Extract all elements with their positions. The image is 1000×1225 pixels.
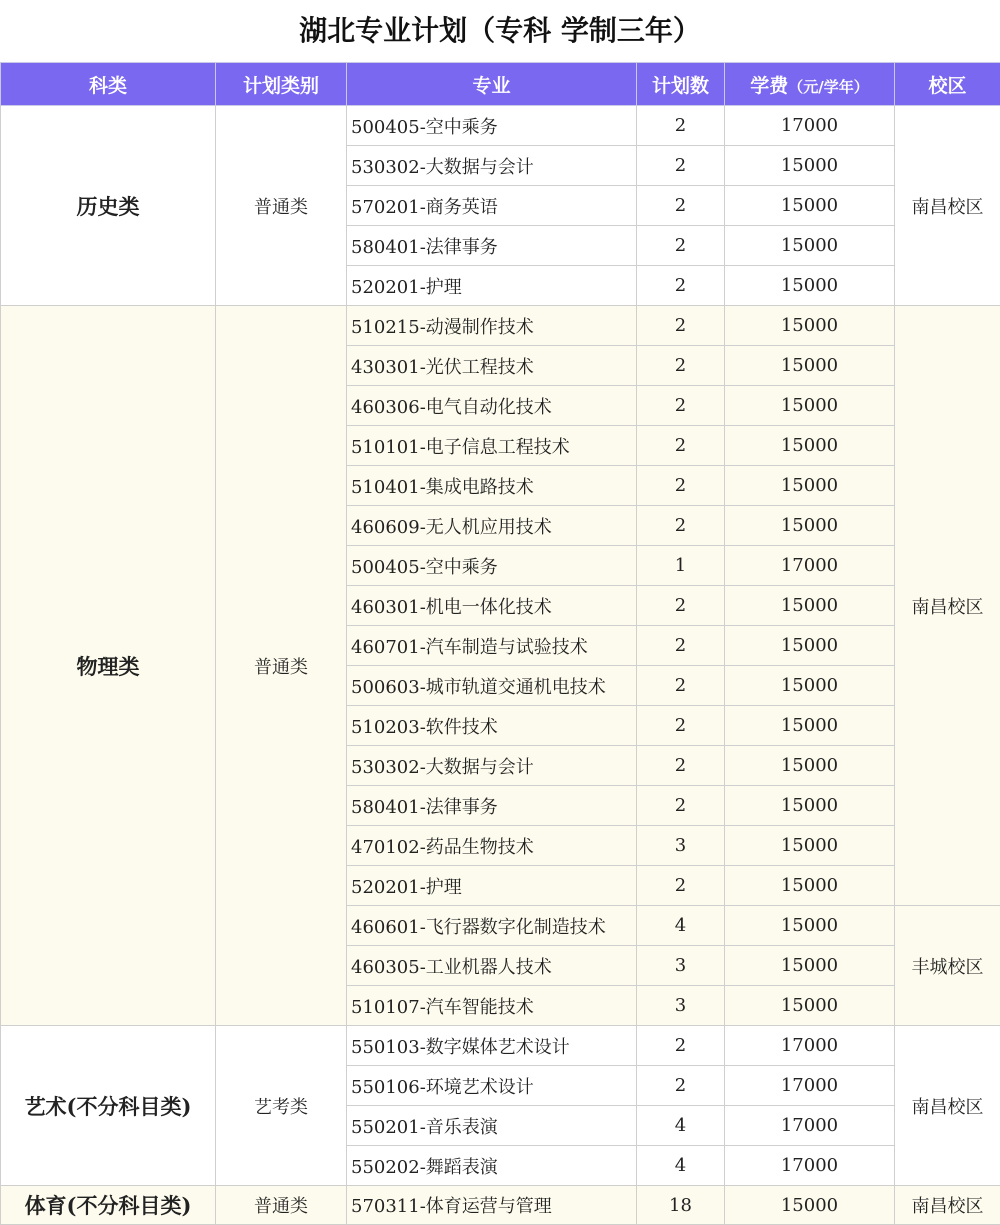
plan-type-cell: 普通类: [216, 1186, 347, 1225]
fee-cell: 15000: [725, 786, 895, 826]
fee-cell: 15000: [725, 946, 895, 986]
major-cell: 510101-电子信息工程技术: [347, 426, 637, 466]
header-fee: [725, 63, 895, 106]
count-cell: 2: [637, 746, 725, 786]
count-cell: 2: [637, 186, 725, 226]
subject-cell: 物理类: [1, 306, 216, 1026]
count-cell: 2: [637, 266, 725, 306]
table-row: [1, 306, 1000, 346]
header-fee-unit: （元/学年）: [788, 77, 869, 96]
header-major: 专业: [347, 63, 637, 106]
count-cell: 2: [637, 786, 725, 826]
fee-cell: 15000: [725, 226, 895, 266]
count-cell: 2: [637, 146, 725, 186]
fee-cell: 17000: [725, 1026, 895, 1066]
count-cell: 2: [637, 666, 725, 706]
count-cell: 4: [637, 906, 725, 946]
count-cell: 2: [637, 586, 725, 626]
fee-cell: 15000: [725, 386, 895, 426]
table-row: [1, 1186, 1000, 1225]
fee-cell: 15000: [725, 586, 895, 626]
major-cell: 460301-机电一体化技术: [347, 586, 637, 626]
major-cell: 460609-无人机应用技术: [347, 506, 637, 546]
major-cell: 510215-动漫制作技术: [347, 306, 637, 346]
major-cell: 500603-城市轨道交通机电技术: [347, 666, 637, 706]
count-cell: 2: [637, 1066, 725, 1106]
fee-cell: 15000: [725, 866, 895, 906]
fee-cell: 15000: [725, 146, 895, 186]
count-cell: 1: [637, 546, 725, 586]
campus-cell: 南昌校区: [895, 306, 1000, 906]
fee-cell: 15000: [725, 186, 895, 226]
fee-cell: 15000: [725, 306, 895, 346]
count-cell: 3: [637, 946, 725, 986]
major-cell: 550103-数字媒体艺术设计: [347, 1026, 637, 1066]
major-cell: 550202-舞蹈表演: [347, 1146, 637, 1186]
major-cell: 570201-商务英语: [347, 186, 637, 226]
count-cell: 2: [637, 626, 725, 666]
subject-cell: 历史类: [1, 106, 216, 306]
fee-cell: 15000: [725, 266, 895, 306]
fee-cell: 15000: [725, 506, 895, 546]
header-plan-type: 计划类别: [216, 63, 347, 106]
count-cell: 2: [637, 306, 725, 346]
major-cell: 550201-音乐表演: [347, 1106, 637, 1146]
major-cell: 520201-护理: [347, 266, 637, 306]
fee-cell: 17000: [725, 1146, 895, 1186]
table-row: [1, 1026, 1000, 1066]
campus-cell: 丰城校区: [895, 906, 1000, 1026]
major-cell: 510107-汽车智能技术: [347, 986, 637, 1026]
fee-cell: 15000: [725, 826, 895, 866]
major-cell: 460305-工业机器人技术: [347, 946, 637, 986]
count-cell: 2: [637, 346, 725, 386]
fee-cell: 17000: [725, 106, 895, 146]
header-campus: 校区: [895, 63, 1000, 106]
major-cell: 580401-法律事务: [347, 786, 637, 826]
fee-cell: 17000: [725, 1106, 895, 1146]
fee-cell: 15000: [725, 1186, 895, 1225]
major-cell: 530302-大数据与会计: [347, 146, 637, 186]
count-cell: 2: [637, 506, 725, 546]
page-title: 湖北专业计划（专科 学制三年）: [299, 14, 701, 47]
plan-type-cell: 艺考类: [216, 1026, 347, 1186]
count-cell: 2: [637, 1026, 725, 1066]
major-cell: 550106-环境艺术设计: [347, 1066, 637, 1106]
major-cell: 570311-体育运营与管理: [347, 1186, 637, 1225]
count-cell: 2: [637, 386, 725, 426]
count-cell: 2: [637, 106, 725, 146]
table-header-row: [1, 63, 1000, 106]
header-fee-label: 学费: [750, 74, 789, 97]
count-cell: 3: [637, 986, 725, 1026]
count-cell: 2: [637, 466, 725, 506]
fee-cell: 15000: [725, 626, 895, 666]
count-cell: 2: [637, 226, 725, 266]
fee-cell: 15000: [725, 706, 895, 746]
fee-cell: 15000: [725, 986, 895, 1026]
fee-cell: 15000: [725, 466, 895, 506]
subject-cell: 艺术(不分科目类): [1, 1026, 216, 1186]
campus-cell: 南昌校区: [895, 106, 1000, 306]
fee-cell: 15000: [725, 666, 895, 706]
fee-cell: 15000: [725, 746, 895, 786]
count-cell: 4: [637, 1146, 725, 1186]
major-cell: 500405-空中乘务: [347, 546, 637, 586]
count-cell: 3: [637, 826, 725, 866]
enrollment-plan-table: [0, 62, 1000, 1225]
fee-cell: 15000: [725, 906, 895, 946]
count-cell: 2: [637, 866, 725, 906]
major-cell: 510401-集成电路技术: [347, 466, 637, 506]
major-cell: 470102-药品生物技术: [347, 826, 637, 866]
major-cell: 500405-空中乘务: [347, 106, 637, 146]
campus-cell: 南昌校区: [895, 1186, 1000, 1225]
fee-cell: 17000: [725, 1066, 895, 1106]
table-row: [1, 106, 1000, 146]
major-cell: 460306-电气自动化技术: [347, 386, 637, 426]
count-cell: 4: [637, 1106, 725, 1146]
subject-cell: 体育(不分科目类): [1, 1186, 216, 1225]
major-cell: 460701-汽车制造与试验技术: [347, 626, 637, 666]
plan-type-cell: 普通类: [216, 106, 347, 306]
major-cell: 460601-飞行器数字化制造技术: [347, 906, 637, 946]
fee-cell: 15000: [725, 426, 895, 466]
header-subject: 科类: [1, 63, 216, 106]
count-cell: 18: [637, 1186, 725, 1225]
header-count: 计划数: [637, 63, 725, 106]
major-cell: 520201-护理: [347, 866, 637, 906]
fee-cell: 15000: [725, 346, 895, 386]
major-cell: 530302-大数据与会计: [347, 746, 637, 786]
major-cell: 510203-软件技术: [347, 706, 637, 746]
plan-type-cell: 普通类: [216, 306, 347, 1026]
major-cell: 580401-法律事务: [347, 226, 637, 266]
major-cell: 430301-光伏工程技术: [347, 346, 637, 386]
campus-cell: 南昌校区: [895, 1026, 1000, 1186]
count-cell: 2: [637, 426, 725, 466]
fee-cell: 17000: [725, 546, 895, 586]
count-cell: 2: [637, 706, 725, 746]
